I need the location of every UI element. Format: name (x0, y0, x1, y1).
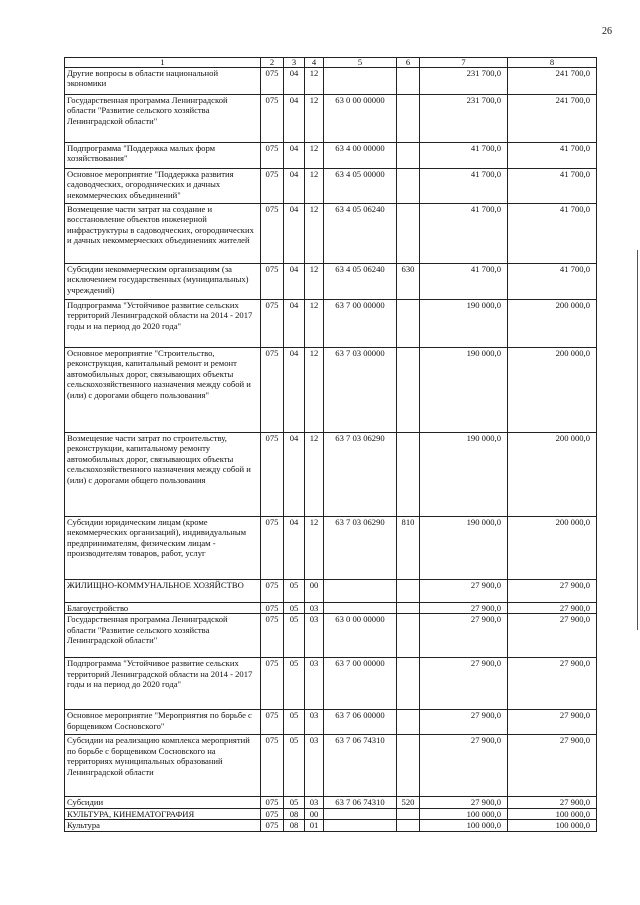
code-subsection-cell: 12 (305, 204, 324, 264)
target-article-cell: 63 7 00 00000 (324, 300, 397, 348)
table-row (65, 603, 597, 614)
table-row (65, 517, 597, 580)
target-article-cell: 63 4 05 06240 (324, 204, 397, 264)
table-row (65, 264, 597, 300)
amount-year1-cell: 100 000,0 (420, 820, 508, 831)
expense-type-cell (397, 614, 420, 658)
code-section-cell: 04 (284, 204, 305, 264)
code-subsection-cell: 12 (305, 300, 324, 348)
code-subsection-cell: 00 (305, 580, 324, 603)
amount-year2-cell: 41 700,0 (508, 143, 597, 169)
amount-year2-cell: 100 000,0 (508, 820, 597, 831)
row-name-cell: Основное мероприятие "Поддержка развития садоводческих, огороднических и дачных некоммерческих объединений" (65, 169, 261, 204)
code-ministry-cell: 075 (261, 735, 284, 797)
expense-type-cell (397, 433, 420, 517)
table-row (65, 658, 597, 710)
target-article-cell: 63 7 00 00000 (324, 658, 397, 710)
amount-year1-cell: 100 000,0 (420, 808, 508, 819)
amount-year1-cell: 190 000,0 (420, 433, 508, 517)
table-row (65, 797, 597, 808)
amount-year1-cell: 190 000,0 (420, 348, 508, 433)
code-ministry-cell: 075 (261, 143, 284, 169)
code-section-cell: 05 (284, 580, 305, 603)
row-name-cell: Субсидии (65, 797, 261, 808)
expense-type-cell: 520 (397, 797, 420, 808)
row-name-cell: Государственная программа Ленинградской области "Развитие сельского хозяйства Ленинградской области" (65, 95, 261, 143)
row-name-cell: Подпрограмма "Поддержка малых форм хозяйствования" (65, 143, 261, 169)
amount-year1-cell: 27 900,0 (420, 658, 508, 710)
code-ministry-cell: 075 (261, 820, 284, 831)
expense-type-cell (397, 580, 420, 603)
target-article-cell (324, 808, 397, 819)
table-row (65, 580, 597, 603)
amount-year2-cell: 27 900,0 (508, 735, 597, 797)
amount-year2-cell: 27 900,0 (508, 580, 597, 603)
code-subsection-cell: 12 (305, 264, 324, 300)
row-name-cell: Государственная программа Ленинградской области "Развитие сельского хозяйства Ленинградской области" (65, 614, 261, 658)
amount-year1-cell: 27 900,0 (420, 614, 508, 658)
code-subsection-cell: 00 (305, 808, 324, 819)
table-row (65, 169, 597, 204)
amount-year2-cell: 27 900,0 (508, 797, 597, 808)
row-name-cell: КУЛЬТУРА, КИНЕМАТОГРАФИЯ (65, 808, 261, 819)
target-article-cell: 63 4 05 06240 (324, 264, 397, 300)
header-cell: 8 (508, 58, 597, 68)
target-article-cell: 63 0 00 00000 (324, 614, 397, 658)
code-ministry-cell: 075 (261, 808, 284, 819)
header-cell: 1 (65, 58, 261, 68)
expense-type-cell (397, 95, 420, 143)
code-subsection-cell: 03 (305, 797, 324, 808)
header-cell: 3 (284, 58, 305, 68)
header-cell: 7 (420, 58, 508, 68)
amount-year2-cell: 27 900,0 (508, 658, 597, 710)
row-name-cell: Субсидии некоммерческим организациям (за исключением государственных (муниципальных) учреждений) (65, 264, 261, 300)
code-ministry-cell: 075 (261, 169, 284, 204)
target-article-cell: 63 7 03 00000 (324, 348, 397, 433)
target-article-cell: 63 7 06 00000 (324, 710, 397, 735)
expense-type-cell (397, 820, 420, 831)
code-section-cell: 04 (284, 143, 305, 169)
expense-type-cell (397, 68, 420, 95)
table-row (65, 735, 597, 797)
target-article-cell: 63 7 06 74310 (324, 797, 397, 808)
table-row (65, 300, 597, 348)
target-article-cell (324, 820, 397, 831)
code-ministry-cell: 075 (261, 204, 284, 264)
code-subsection-cell: 03 (305, 603, 324, 614)
row-name-cell: Субсидии юридическим лицам (кроме некоммерческих организаций), индивидуальным предпринимателям, физическим лицам - производителям товаров, работ, услуг (65, 517, 261, 580)
row-name-cell: Другие вопросы в области национальной экономики (65, 68, 261, 95)
code-section-cell: 05 (284, 614, 305, 658)
expense-type-cell: 810 (397, 517, 420, 580)
code-section-cell: 04 (284, 300, 305, 348)
code-section-cell: 05 (284, 710, 305, 735)
code-ministry-cell: 075 (261, 68, 284, 95)
target-article-cell (324, 603, 397, 614)
table-row (65, 204, 597, 264)
code-section-cell: 04 (284, 433, 305, 517)
row-name-cell: ЖИЛИЩНО-КОММУНАЛЬНОЕ ХОЗЯЙСТВО (65, 580, 261, 603)
scan-edge-line (637, 250, 638, 630)
amount-year1-cell: 27 900,0 (420, 797, 508, 808)
header-cell: 5 (324, 58, 397, 68)
amount-year2-cell: 200 000,0 (508, 517, 597, 580)
code-ministry-cell: 075 (261, 603, 284, 614)
code-subsection-cell: 03 (305, 658, 324, 710)
code-ministry-cell: 075 (261, 797, 284, 808)
amount-year1-cell: 27 900,0 (420, 735, 508, 797)
amount-year1-cell: 41 700,0 (420, 143, 508, 169)
code-section-cell: 05 (284, 797, 305, 808)
table-row (65, 348, 597, 433)
code-section-cell: 04 (284, 169, 305, 204)
amount-year2-cell: 241 700,0 (508, 68, 597, 95)
code-ministry-cell: 075 (261, 264, 284, 300)
code-ministry-cell: 075 (261, 433, 284, 517)
target-article-cell: 63 7 03 06290 (324, 517, 397, 580)
code-subsection-cell: 03 (305, 735, 324, 797)
target-article-cell (324, 68, 397, 95)
code-section-cell: 05 (284, 735, 305, 797)
target-article-cell: 63 7 06 74310 (324, 735, 397, 797)
amount-year2-cell: 27 900,0 (508, 603, 597, 614)
code-section-cell: 08 (284, 808, 305, 819)
code-section-cell: 04 (284, 95, 305, 143)
amount-year1-cell: 27 900,0 (420, 603, 508, 614)
code-section-cell: 04 (284, 264, 305, 300)
row-name-cell: Возмещение части затрат по строительству, реконструкции, капитальному ремонту автомобильных дорог, связывающих объекты сельскохозяйственного назначения между собой и (или) с дорогами общего пользования (65, 433, 261, 517)
expense-type-cell (397, 169, 420, 204)
amount-year1-cell: 41 700,0 (420, 204, 508, 264)
code-subsection-cell: 12 (305, 348, 324, 433)
amount-year1-cell: 231 700,0 (420, 95, 508, 143)
table-row (65, 808, 597, 819)
table-row (65, 710, 597, 735)
code-ministry-cell: 075 (261, 580, 284, 603)
row-name-cell: Основное мероприятие "Мероприятия по борьбе с борщевиком Сосновского" (65, 710, 261, 735)
row-name-cell: Благоустройство (65, 603, 261, 614)
code-section-cell: 05 (284, 658, 305, 710)
target-article-cell: 63 0 00 00000 (324, 95, 397, 143)
amount-year1-cell: 27 900,0 (420, 580, 508, 603)
code-subsection-cell: 12 (305, 169, 324, 204)
amount-year1-cell: 231 700,0 (420, 68, 508, 95)
expense-type-cell (397, 808, 420, 819)
table-header-row (65, 58, 597, 68)
table-row (65, 143, 597, 169)
expense-type-cell (397, 603, 420, 614)
amount-year1-cell: 27 900,0 (420, 710, 508, 735)
code-subsection-cell: 12 (305, 517, 324, 580)
code-ministry-cell: 075 (261, 658, 284, 710)
row-name-cell: Возмещение части затрат на создание и восстановление объектов инженерной инфраструктуры в садоводческих, огороднических и дачных некоммерческих объединениях жителей (65, 204, 261, 264)
row-name-cell: Подпрограмма "Устойчивое развитие сельских территорий Ленинградской области на 2014 - 2017 годы и на период до 2020 года" (65, 658, 261, 710)
amount-year2-cell: 41 700,0 (508, 204, 597, 264)
amount-year1-cell: 41 700,0 (420, 264, 508, 300)
row-name-cell: Культура (65, 820, 261, 831)
amount-year2-cell: 200 000,0 (508, 433, 597, 517)
code-subsection-cell: 12 (305, 95, 324, 143)
code-subsection-cell: 12 (305, 433, 324, 517)
expense-type-cell: 630 (397, 264, 420, 300)
amount-year2-cell: 41 700,0 (508, 264, 597, 300)
code-subsection-cell: 01 (305, 820, 324, 831)
code-ministry-cell: 075 (261, 348, 284, 433)
target-article-cell: 63 4 00 00000 (324, 143, 397, 169)
code-section-cell: 08 (284, 820, 305, 831)
code-subsection-cell: 03 (305, 710, 324, 735)
code-ministry-cell: 075 (261, 300, 284, 348)
amount-year1-cell: 41 700,0 (420, 169, 508, 204)
expense-type-cell (397, 143, 420, 169)
code-section-cell: 04 (284, 348, 305, 433)
expense-type-cell (397, 204, 420, 264)
target-article-cell (324, 580, 397, 603)
row-name-cell: Субсидии на реализацию комплекса мероприятий по борьбе с борщевиком Сосновского на территориях муниципальных образований Ленинградской области (65, 735, 261, 797)
header-cell: 2 (261, 58, 284, 68)
page-number: 26 (602, 26, 612, 37)
target-article-cell: 63 7 03 06290 (324, 433, 397, 517)
expense-type-cell (397, 658, 420, 710)
table-row (65, 433, 597, 517)
code-subsection-cell: 12 (305, 68, 324, 95)
table-row (65, 68, 597, 95)
amount-year2-cell: 27 900,0 (508, 710, 597, 735)
budget-table (64, 57, 597, 832)
code-subsection-cell: 12 (305, 143, 324, 169)
code-ministry-cell: 075 (261, 614, 284, 658)
expense-type-cell (397, 300, 420, 348)
amount-year2-cell: 27 900,0 (508, 614, 597, 658)
table-row (65, 95, 597, 143)
row-name-cell: Подпрограмма "Устойчивое развитие сельских территорий Ленинградской области на 2014 - 2017 годы и на период до 2020 года" (65, 300, 261, 348)
code-ministry-cell: 075 (261, 710, 284, 735)
header-cell: 6 (397, 58, 420, 68)
amount-year2-cell: 200 000,0 (508, 300, 597, 348)
expense-type-cell (397, 348, 420, 433)
code-ministry-cell: 075 (261, 517, 284, 580)
amount-year2-cell: 241 700,0 (508, 95, 597, 143)
code-section-cell: 04 (284, 517, 305, 580)
amount-year2-cell: 200 000,0 (508, 348, 597, 433)
table-row (65, 820, 597, 831)
target-article-cell: 63 4 05 00000 (324, 169, 397, 204)
code-section-cell: 04 (284, 68, 305, 95)
row-name-cell: Основное мероприятие "Строительство, реконструкция, капитальный ремонт и ремонт автомобильных дорог, связывающих объекты сельскохозяйственного назначения между собой и (или) с дорогами общего пользования" (65, 348, 261, 433)
expense-type-cell (397, 710, 420, 735)
amount-year1-cell: 190 000,0 (420, 300, 508, 348)
table-row (65, 614, 597, 658)
amount-year1-cell: 190 000,0 (420, 517, 508, 580)
expense-type-cell (397, 735, 420, 797)
code-subsection-cell: 03 (305, 614, 324, 658)
code-section-cell: 05 (284, 603, 305, 614)
header-cell: 4 (305, 58, 324, 68)
code-ministry-cell: 075 (261, 95, 284, 143)
amount-year2-cell: 100 000,0 (508, 808, 597, 819)
amount-year2-cell: 41 700,0 (508, 169, 597, 204)
